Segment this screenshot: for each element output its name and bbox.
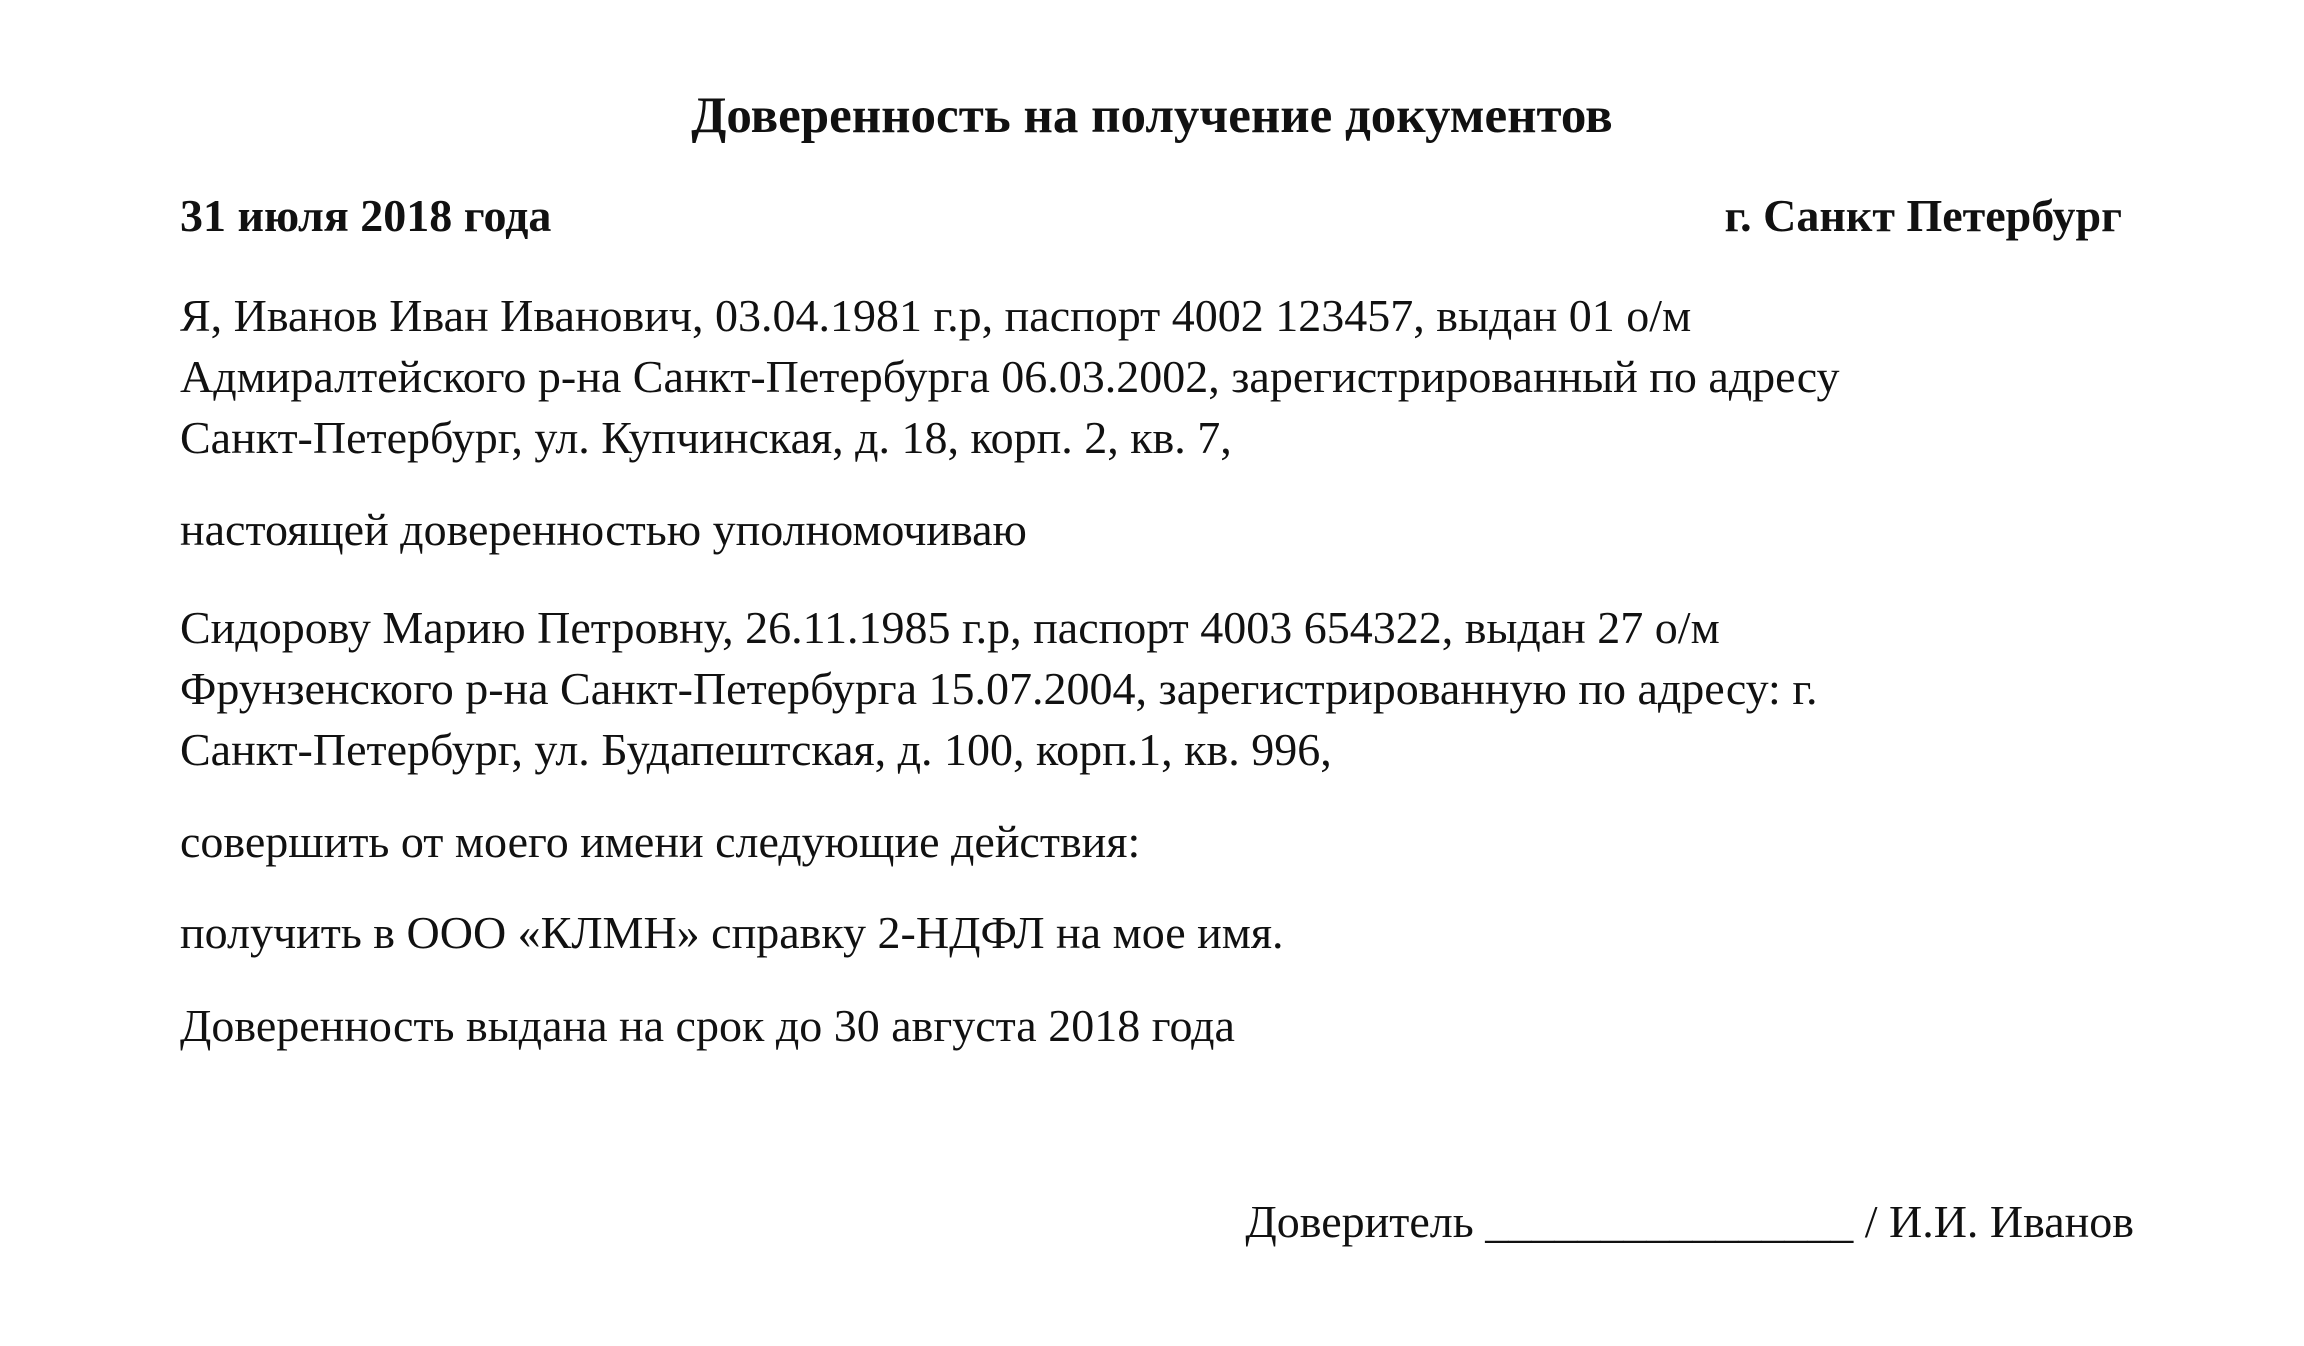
representative-line-2: Фрунзенского р-на Санкт-Петербурга 15.07.2004, зарегистрированную по адресу: г. <box>180 663 1818 714</box>
document-date: 31 июля 2018 года <box>180 190 552 241</box>
principal-line-1: Я, Иванов Иван Иванович, 03.04.1981 г.р, паспорт 4002 123457, выдан 01 о/м <box>180 290 1692 341</box>
validity-statement: Доверенность выдана на срок до 30 августа 2018 года <box>180 1000 1235 1051</box>
document-title: Доверенность на получение документов <box>691 88 1613 144</box>
actions-intro: совершить от моего имени следующие действия: <box>180 816 1141 867</box>
action-item: получить в ООО «КЛМН» справку 2-НДФЛ на мое имя. <box>180 907 1284 958</box>
authorize-line: настоящей доверенностью уполномочиваю <box>180 504 1027 555</box>
principal-paragraph <box>180 285 2140 468</box>
principal-line-2: Адмиралтейского р-на Санкт-Петербурга 06.03.2002, зарегистрированный по адресу <box>180 351 1840 402</box>
signature-line: Доверитель ________________ / И.И. Иванов <box>1245 1196 2134 1247</box>
principal-line-3: Санкт-Петербург, ул. Купчинская, д. 18, корп. 2, кв. 7, <box>180 412 1232 463</box>
representative-line-1: Сидорову Марию Петровну, 26.11.1985 г.р, паспорт 4003 654322, выдан 27 о/м <box>180 602 1720 653</box>
representative-line-3: Санкт-Петербург, ул. Будапештская, д. 100, корп.1, кв. 996, <box>180 724 1332 775</box>
document-city: г. Санкт Петербург <box>1724 190 2122 241</box>
representative-paragraph <box>180 597 2140 780</box>
